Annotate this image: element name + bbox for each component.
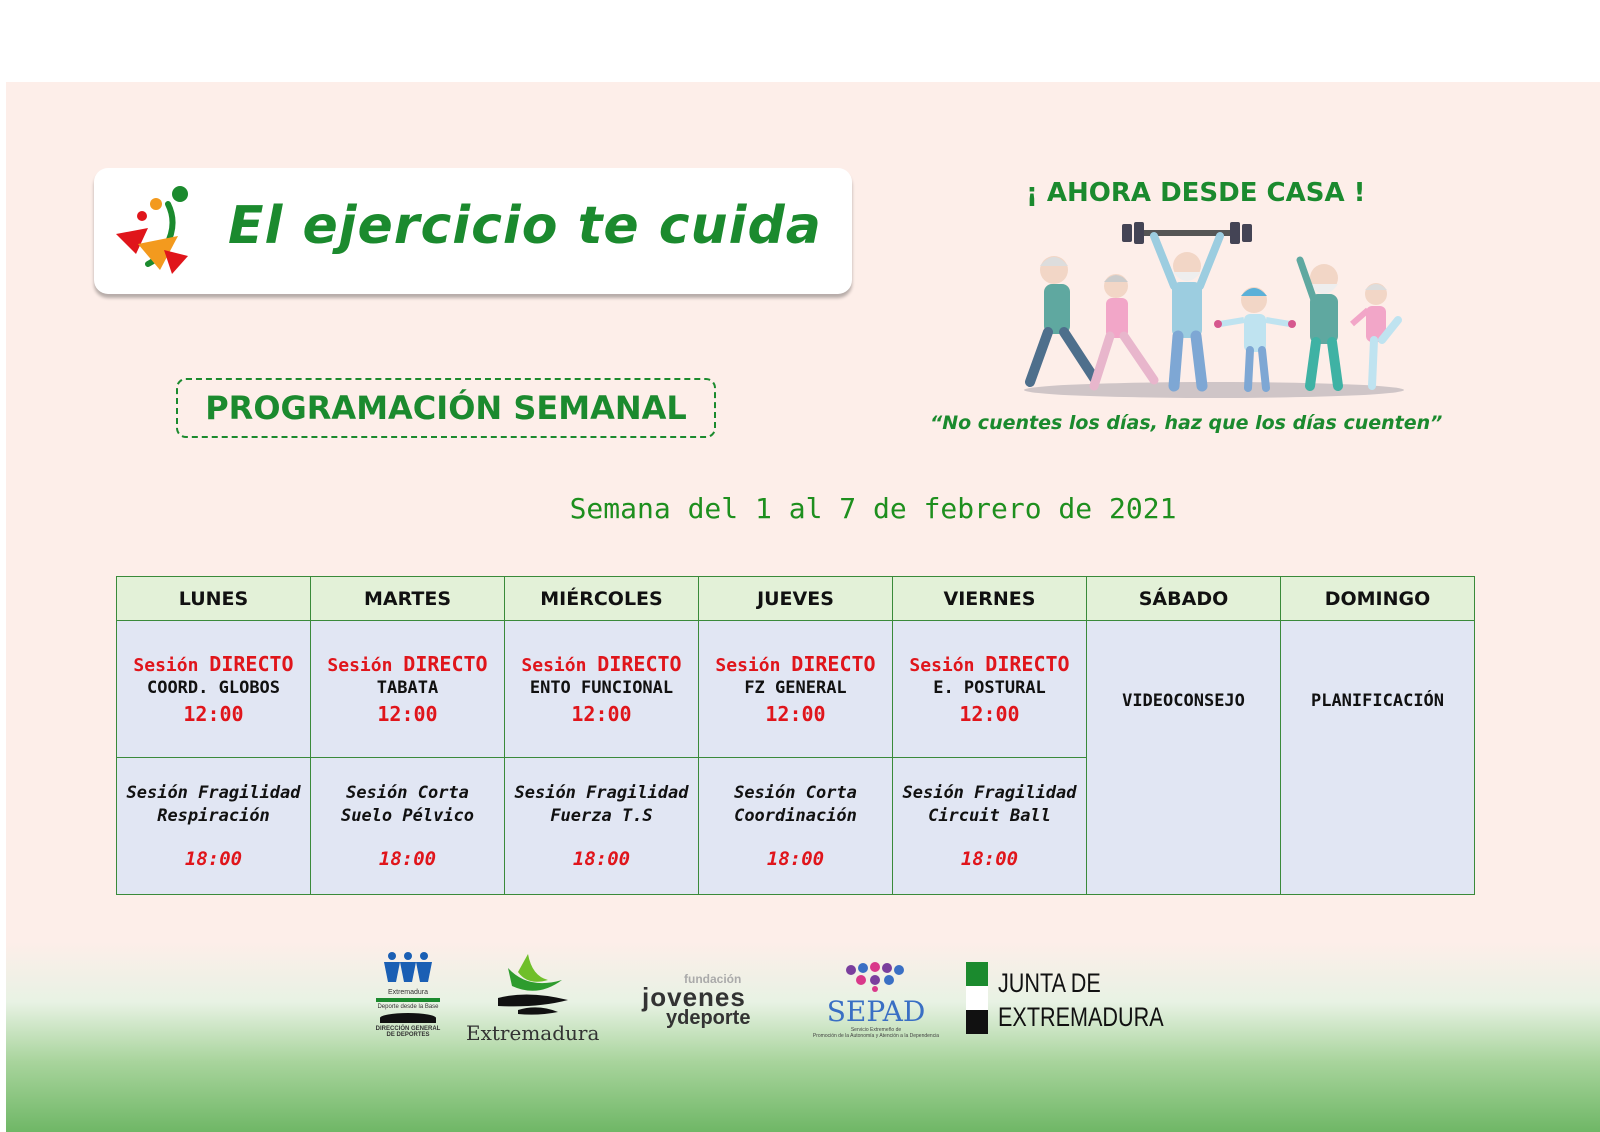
afternoon-session-title: Sesión Fragilidad bbox=[514, 783, 689, 803]
day-header: MIÉRCOLES bbox=[505, 577, 699, 621]
afternoon-session-activity: Circuit Ball bbox=[928, 806, 1051, 826]
live-session-label: Sesión DIRECTO bbox=[133, 652, 294, 676]
poster bbox=[6, 82, 1600, 1132]
day-header: JUEVES bbox=[699, 577, 893, 621]
live-session-activity: FZ GENERAL bbox=[744, 678, 847, 698]
banner-title: El ejercicio te cuida bbox=[228, 196, 822, 256]
people-icon bbox=[378, 950, 438, 984]
day-header: VIERNES bbox=[893, 577, 1087, 621]
afternoon-session-cell bbox=[117, 758, 311, 895]
afternoon-session-cell bbox=[311, 758, 505, 895]
afternoon-session-time: 18:00 bbox=[184, 848, 243, 870]
sepad-dots-icon bbox=[841, 962, 911, 992]
live-session-row bbox=[117, 621, 1475, 758]
afternoon-session-title: Sesión Corta bbox=[734, 783, 857, 803]
afternoon-session-title: Sesión Fragilidad bbox=[902, 783, 1077, 803]
title-banner bbox=[94, 168, 852, 294]
afternoon-session-activity: Suelo Pélvico bbox=[340, 806, 475, 826]
extremadura-bird-icon bbox=[488, 950, 578, 1020]
sunday-cell: PLANIFICACIÓN bbox=[1281, 621, 1475, 895]
live-session-label: Sesión DIRECTO bbox=[327, 652, 488, 676]
live-session-cell bbox=[117, 621, 311, 758]
afternoon-session-cell bbox=[699, 758, 893, 895]
day-header: LUNES bbox=[117, 577, 311, 621]
live-session-label: Sesión DIRECTO bbox=[521, 652, 682, 676]
afternoon-session-activity: Coordinación bbox=[734, 806, 857, 826]
weekly-program-label bbox=[176, 378, 716, 438]
sepad-logo: SEPAD Servicio Extremeño de Promoción de la Autonomía y Atención a la Dependencia bbox=[806, 962, 946, 1046]
weekly-schedule-table bbox=[116, 576, 1475, 895]
live-session-cell bbox=[699, 621, 893, 758]
ahora-heading: ¡ AHORA DESDE CASA ! bbox=[1026, 178, 1366, 208]
afternoon-session-activity: Respiración bbox=[157, 806, 270, 826]
afternoon-session-title: Sesión Fragilidad bbox=[126, 783, 301, 803]
afternoon-session-cell bbox=[893, 758, 1087, 895]
weekly-program-text: PROGRAMACIÓN SEMANAL bbox=[205, 389, 687, 427]
afternoon-session-title: Sesión Corta bbox=[346, 783, 469, 803]
afternoon-session-time: 18:00 bbox=[766, 848, 825, 870]
live-session-cell bbox=[311, 621, 505, 758]
seniors-exercising-illustration bbox=[1024, 220, 1408, 402]
saturday-cell: VIDEOCONSEJO bbox=[1087, 621, 1281, 895]
afternoon-session-time: 18:00 bbox=[572, 848, 631, 870]
live-session-label: Sesión DIRECTO bbox=[909, 652, 1070, 676]
extremadura-logo: Extremadura bbox=[466, 950, 606, 1046]
week-dates-text: Semana del 1 al 7 de febrero de 2021 bbox=[569, 492, 1177, 525]
live-session-time: 12:00 bbox=[183, 702, 244, 726]
afternoon-session-time: 18:00 bbox=[960, 848, 1019, 870]
days-header-row bbox=[117, 577, 1475, 621]
live-session-time: 12:00 bbox=[959, 702, 1020, 726]
day-header: DOMINGO bbox=[1281, 577, 1475, 621]
live-session-cell bbox=[893, 621, 1087, 758]
live-session-time: 12:00 bbox=[571, 702, 632, 726]
afternoon-session-time: 18:00 bbox=[378, 848, 437, 870]
fundacion-jovenes-deporte-logo: fundación jovenes ydeporte bbox=[642, 972, 751, 1029]
afternoon-session-cell bbox=[505, 758, 699, 895]
live-session-activity: E. POSTURAL bbox=[933, 678, 1046, 698]
live-session-activity: ENTO FUNCIONAL bbox=[529, 678, 674, 698]
day-header: SÁBADO bbox=[1087, 577, 1281, 621]
live-session-activity: COORD. GLOBOS bbox=[146, 678, 281, 698]
live-session-activity: TABATA bbox=[376, 678, 439, 698]
live-session-time: 12:00 bbox=[765, 702, 826, 726]
week-dates bbox=[6, 492, 1600, 525]
sponsor-logos bbox=[6, 944, 1600, 1054]
junta-extremadura-logo: JUNTA DE EXTREMADURA bbox=[966, 962, 1156, 1038]
exercise-logo-icon bbox=[108, 184, 194, 276]
direccion-deportes-logo: Extremadura Deporte desde la Base DIRECCIÓN GENERAL DE DEPORTES bbox=[372, 950, 444, 1050]
live-session-time: 12:00 bbox=[377, 702, 438, 726]
live-session-label: Sesión DIRECTO bbox=[715, 652, 876, 676]
day-header: MARTES bbox=[311, 577, 505, 621]
live-session-cell bbox=[505, 621, 699, 758]
afternoon-session-activity: Fuerza T.S bbox=[550, 806, 653, 826]
motivational-quote: “No cuentes los días, haz que los días cuenten” bbox=[930, 412, 1443, 434]
